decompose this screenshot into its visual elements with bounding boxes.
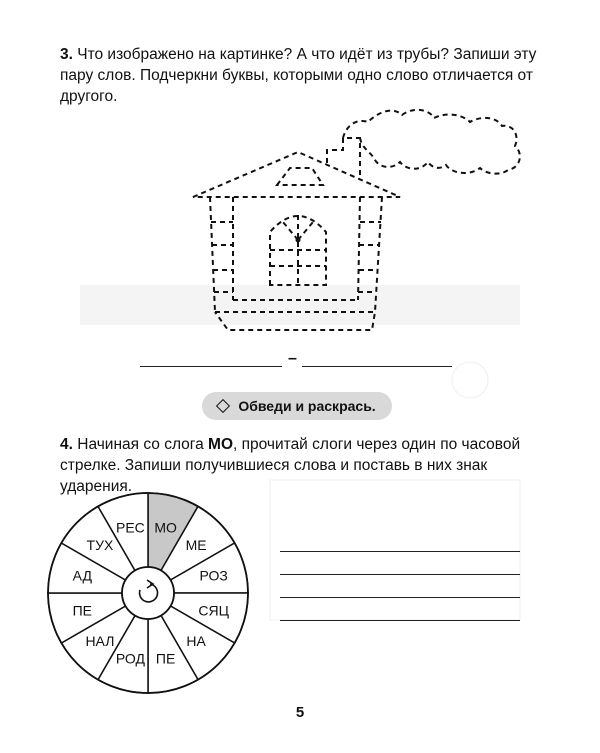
wheel-syllable-1: МО [154,519,177,536]
task-4-number: 4. [60,436,73,453]
answer-separator: – [288,350,297,367]
wheel-syllable-8: НАЛ [85,633,115,650]
task-4-answer-line-4[interactable] [280,620,520,621]
task-4-instruction-end: , прочитай слоги через один по часовой стрелке. Запиши получившиеся слова и поставь в них знак ударения. [60,436,521,495]
page-number: 5 [295,704,305,721]
task-4-instruction-start: Начиная со слога [77,436,209,453]
wheel-syllable-10: АД [72,567,92,584]
wheel-hub [122,567,174,619]
task-4-answer-line-3[interactable] [280,597,520,598]
wheel-syllable-3: РОЗ [199,567,228,584]
wheel-syllable-4: СЯЦ [198,602,229,619]
wheel-syllable-6: ПЕ [155,650,176,667]
wheel-syllable-11: ТУХ [86,536,114,553]
task-3-number: 3. [60,46,73,63]
color-instruction-label: Обведи и раскрась. [238,398,376,414]
task-3-instruction: Что изображено на картинке? А что идёт из трубы? Запиши эту пару слов. Подчеркни буквы, которыми одно слово отличается от другого. [60,46,537,105]
task-4-answer-line-2[interactable] [280,574,520,575]
task-4-highlight-syllable: МО [208,436,233,453]
wheel-syllable-9: ПЕ [72,602,93,619]
wheel-syllable-2: МЕ [185,536,207,553]
task-4-answer-line-1[interactable] [280,551,520,552]
wheel-syllable-5: НА [186,633,206,650]
wheel-syllable-7: РОД [115,650,145,667]
wheel-syllable-12: РЕС [116,519,145,536]
